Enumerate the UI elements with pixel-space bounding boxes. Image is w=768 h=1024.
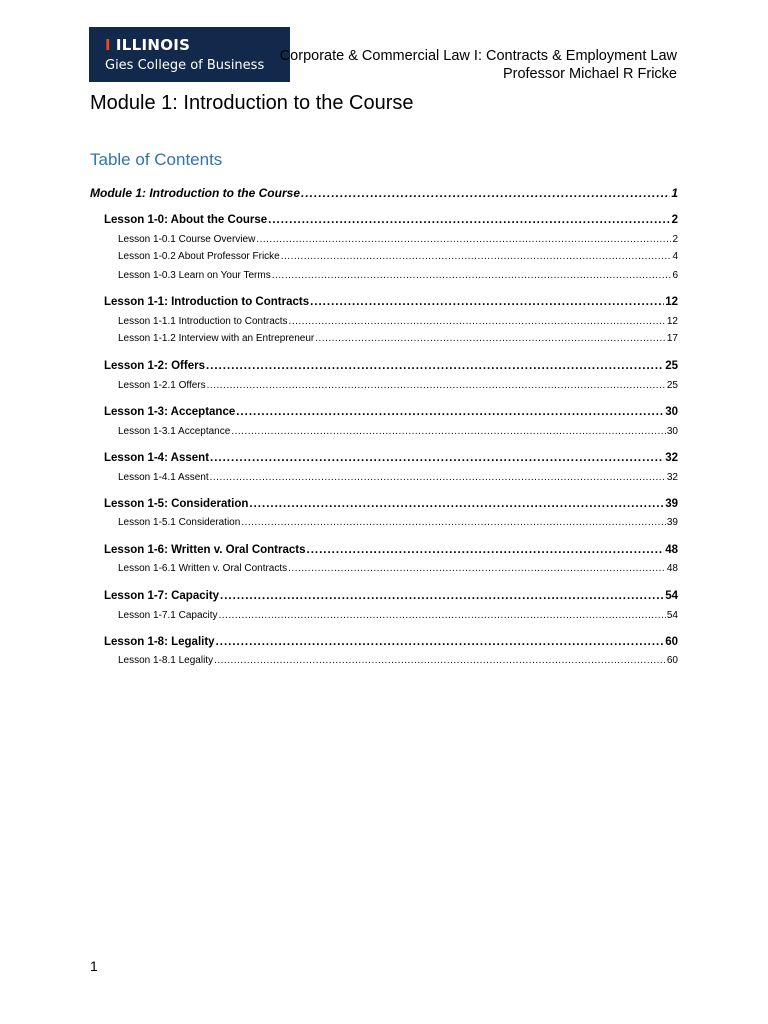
toc-dot-leader [256, 234, 671, 245]
toc-subsection-entry[interactable] [118, 251, 678, 262]
toc-dot-leader [281, 251, 672, 262]
toc-lesson-entry[interactable] [104, 590, 678, 602]
toc-lesson-entry[interactable] [104, 214, 678, 226]
toc-dot-leader [216, 636, 665, 648]
toc-lesson-entry[interactable] [104, 406, 678, 418]
toc-entry-page: 2 [671, 214, 678, 226]
toc-entry-label: Lesson 1-1.1 Introduction to Contracts [118, 316, 288, 327]
toc-entry-page: 30 [666, 426, 678, 437]
toc-subsection-entry[interactable] [118, 610, 678, 621]
toc-entry-page: 32 [666, 472, 678, 483]
toc-entry-label: Lesson 1-4.1 Assent [118, 472, 209, 483]
toc-entry-label: Lesson 1-1: Introduction to Contracts [104, 296, 310, 308]
toc-dot-leader [210, 472, 666, 483]
toc-entry-label: Lesson 1-8: Legality [104, 636, 215, 648]
toc-entry-label: Lesson 1-5.1 Consideration [118, 517, 241, 528]
toc-lesson-entry[interactable] [104, 636, 678, 648]
toc-dot-leader [207, 380, 666, 391]
logo-line2: Gies College of Business [105, 58, 265, 73]
toc-entry-page: 39 [665, 498, 678, 510]
toc-subsection-entry[interactable] [118, 234, 678, 245]
toc-entry-page: 25 [666, 380, 678, 391]
toc-entry-label: Lesson 1-1.2 Interview with an Entrepreneur [118, 333, 315, 344]
toc-entry-page: 60 [665, 636, 678, 648]
toc-subsection-entry[interactable] [118, 472, 678, 483]
toc-dot-leader [307, 544, 665, 556]
toc-entry-page: 48 [666, 563, 678, 574]
toc-heading: Table of Contents [90, 150, 223, 169]
toc-entry-page: 17 [666, 333, 678, 344]
toc-entry-label: Lesson 1-7: Capacity [104, 590, 220, 602]
toc-entry-page: 54 [665, 590, 678, 602]
toc-entry-page: 39 [666, 517, 678, 528]
toc-entry-page: 25 [665, 360, 678, 372]
professor-name: Professor Michael R Fricke [502, 66, 677, 82]
block-i-icon: I [105, 36, 111, 54]
page-number: 1 [90, 958, 98, 974]
toc-entry-label: Lesson 1-6.1 Written v. Oral Contracts [118, 563, 288, 574]
toc-entry-page: 48 [665, 544, 678, 556]
toc-dot-leader [206, 360, 664, 372]
toc-entry-label: Module 1: Introduction to the Course [90, 186, 300, 200]
toc-lesson-entry[interactable] [104, 360, 678, 372]
toc-entry-label: Lesson 1-5: Consideration [104, 498, 249, 510]
toc-lesson-entry[interactable] [104, 452, 678, 464]
toc-dot-leader [214, 655, 666, 666]
toc-entry-page: 12 [665, 296, 678, 308]
toc-module-entry[interactable] [90, 186, 678, 200]
toc-entry-page: 6 [672, 270, 678, 281]
toc-dot-leader [310, 296, 664, 308]
toc-entry-page: 60 [666, 655, 678, 666]
toc-entry-page: 54 [666, 610, 678, 621]
toc-entry-label: Lesson 1-0.1 Course Overview [118, 234, 256, 245]
logo-line1: ILLINOIS [115, 36, 191, 54]
toc-lesson-entry[interactable] [104, 296, 678, 308]
toc-entry-label: Lesson 1-2: Offers [104, 360, 205, 372]
course-title: Corporate & Commercial Law I: Contracts & Employment Law [279, 48, 677, 64]
toc-dot-leader [241, 517, 666, 528]
toc-entry-label: Lesson 1-0.3 Learn on Your Terms [118, 270, 271, 281]
toc-dot-leader [231, 426, 666, 437]
toc-subsection-entry[interactable] [118, 517, 678, 528]
toc-entry-label: Lesson 1-0.2 About Professor Fricke [118, 251, 280, 262]
toc-subsection-entry[interactable] [118, 380, 678, 391]
toc-entry-label: Lesson 1-2.1 Offers [118, 380, 206, 391]
toc-entry-page: 12 [666, 316, 678, 327]
toc-entry-label: Lesson 1-8.1 Legality [118, 655, 214, 666]
toc-entry-page: 30 [665, 406, 678, 418]
toc-subsection-entry[interactable] [118, 316, 678, 327]
toc-subsection-entry[interactable] [118, 426, 678, 437]
toc-subsection-entry[interactable] [118, 655, 678, 666]
toc-lesson-entry[interactable] [104, 544, 678, 556]
illinois-gies-logo [89, 27, 290, 82]
toc-dot-leader [220, 590, 664, 602]
toc-dot-leader [249, 498, 664, 510]
toc-entry-page: 32 [665, 452, 678, 464]
toc-subsection-entry[interactable] [118, 563, 678, 574]
toc-entry-page: 2 [672, 234, 678, 245]
module-title: Module 1: Introduction to the Course [90, 92, 414, 114]
toc-subsection-entry[interactable] [118, 333, 678, 344]
toc-dot-leader [288, 563, 666, 574]
toc-entry-label: Lesson 1-3: Acceptance [104, 406, 236, 418]
toc-dot-leader [315, 333, 666, 344]
toc-entry-label: Lesson 1-0: About the Course [104, 214, 268, 226]
toc-entry-page: 1 [671, 186, 678, 200]
toc-lesson-entry[interactable] [104, 498, 678, 510]
toc-dot-leader [219, 610, 666, 621]
toc-dot-leader [268, 214, 670, 226]
toc-dot-leader [272, 270, 672, 281]
toc-entry-page: 4 [672, 251, 678, 262]
toc-entry-label: Lesson 1-3.1 Acceptance [118, 426, 231, 437]
toc-dot-leader [236, 406, 664, 418]
toc-entry-label: Lesson 1-7.1 Capacity [118, 610, 218, 621]
toc-dot-leader [210, 452, 664, 464]
toc-entry-label: Lesson 1-4: Assent [104, 452, 210, 464]
toc-dot-leader [301, 186, 670, 200]
toc-dot-leader [289, 316, 666, 327]
document-header [280, 47, 677, 83]
toc-entry-label: Lesson 1-6: Written v. Oral Contracts [104, 544, 306, 556]
toc-subsection-entry[interactable] [118, 270, 678, 281]
